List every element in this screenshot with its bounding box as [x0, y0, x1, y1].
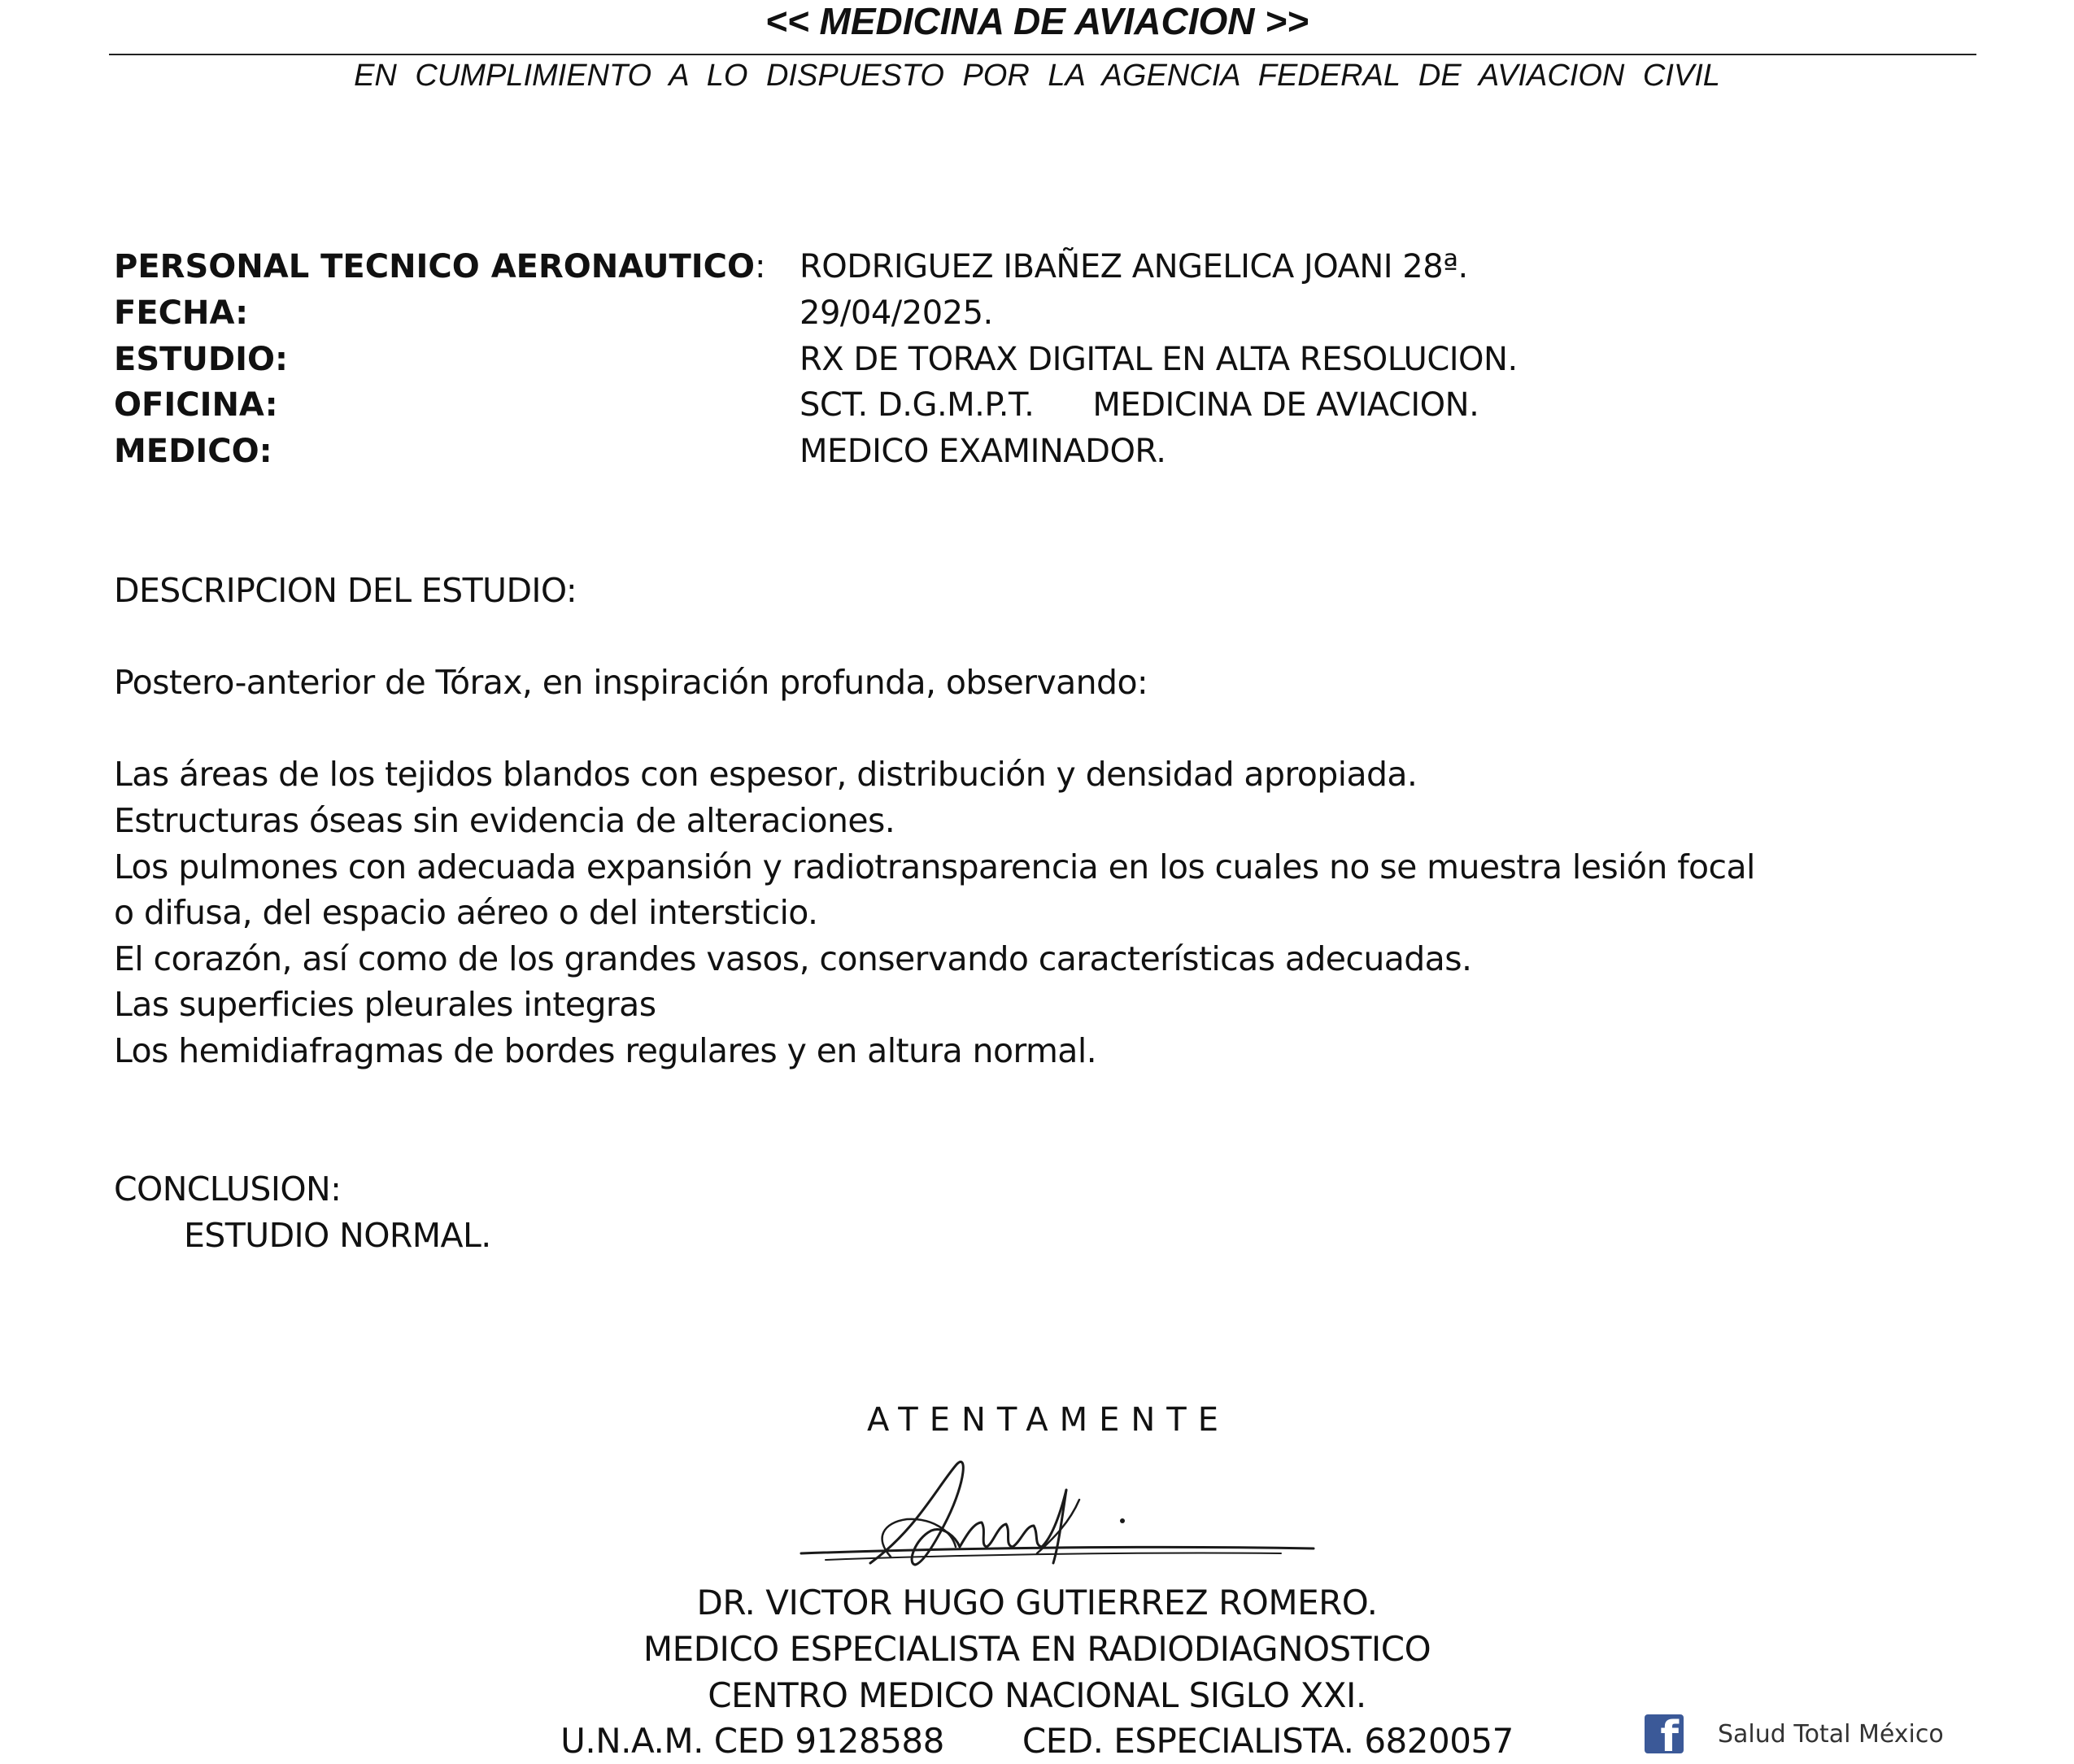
conclusion-text: ESTUDIO NORMAL. — [184, 1216, 491, 1255]
fecha-value: 29/04/2025. — [800, 294, 993, 332]
document-title: << MEDICINA DE AVIACION >> — [765, 0, 1309, 42]
finding-line: Las superficies pleurales integras — [114, 985, 656, 1024]
facebook-icon: f — [1645, 1714, 1684, 1753]
oficina-department: MEDICINA DE AVIACION. — [1092, 386, 1479, 424]
doctor-specialty: MEDICO ESPECIALISTA EN RADIODIAGNOSTICO — [643, 1629, 1431, 1669]
oficina-label: OFICINA: — [114, 386, 278, 424]
personal-label: PERSONAL TECNICO AERONAUTICO: — [114, 248, 766, 285]
finding-line: Los hemidiafragmas de bordes regulares y en altura normal. — [114, 1031, 1097, 1070]
header-divider — [109, 54, 1976, 55]
description-heading: DESCRIPCION DEL ESTUDIO: — [114, 571, 577, 610]
description-intro: Postero-anterior de Tórax, en inspiración profunda, observando: — [114, 663, 1148, 702]
estudio-value: RX DE TORAX DIGITAL EN ALTA RESOLUCION. — [800, 341, 1518, 378]
closing-text: ATENTAMENTE — [867, 1401, 1230, 1439]
signature-image — [793, 1441, 1330, 1579]
finding-line: Estructuras óseas sin evidencia de alteraciones. — [114, 801, 895, 840]
unam-ced: U.N.A.M. CED 9128588 — [560, 1721, 944, 1761]
medico-label: MEDICO: — [114, 433, 272, 470]
facebook-page-label: Salud Total México — [1718, 1719, 1944, 1749]
document-subtitle: EN CUMPLIMIENTO A LO DISPUESTO POR LA AGENCIA FEDERAL DE AVIACION CIVIL — [354, 59, 1720, 93]
finding-line: Los pulmones con adecuada expansión y radiotransparencia en los cuales no se muestra lesión focal — [114, 847, 1755, 886]
facebook-badge — [1645, 1711, 1944, 1757]
fecha-label: FECHA: — [114, 294, 249, 332]
specialist-ced: CED. ESPECIALISTA. 6820057 — [1022, 1721, 1514, 1761]
finding-line: o difusa, del espacio aéreo o del intersticio. — [114, 893, 818, 932]
oficina-unit: SCT. D.G.M.P.T. — [800, 386, 1035, 424]
medico-value: MEDICO EXAMINADOR. — [800, 433, 1166, 470]
doctor-institution: CENTRO MEDICO NACIONAL SIGLO XXI. — [708, 1675, 1366, 1715]
doctor-name: DR. VICTOR HUGO GUTIERREZ ROMERO. — [696, 1583, 1378, 1622]
finding-line: El corazón, así como de los grandes vasos, conservando características adecuadas. — [114, 939, 1472, 978]
conclusion-heading: CONCLUSION: — [114, 1169, 342, 1209]
personal-value: RODRIGUEZ IBAÑEZ ANGELICA JOANI 28ª. — [800, 248, 1468, 285]
finding-line: Las áreas de los tejidos blandos con espesor, distribución y densidad apropiada. — [114, 755, 1418, 794]
estudio-label: ESTUDIO: — [114, 341, 288, 378]
oficina-value — [800, 382, 1479, 428]
